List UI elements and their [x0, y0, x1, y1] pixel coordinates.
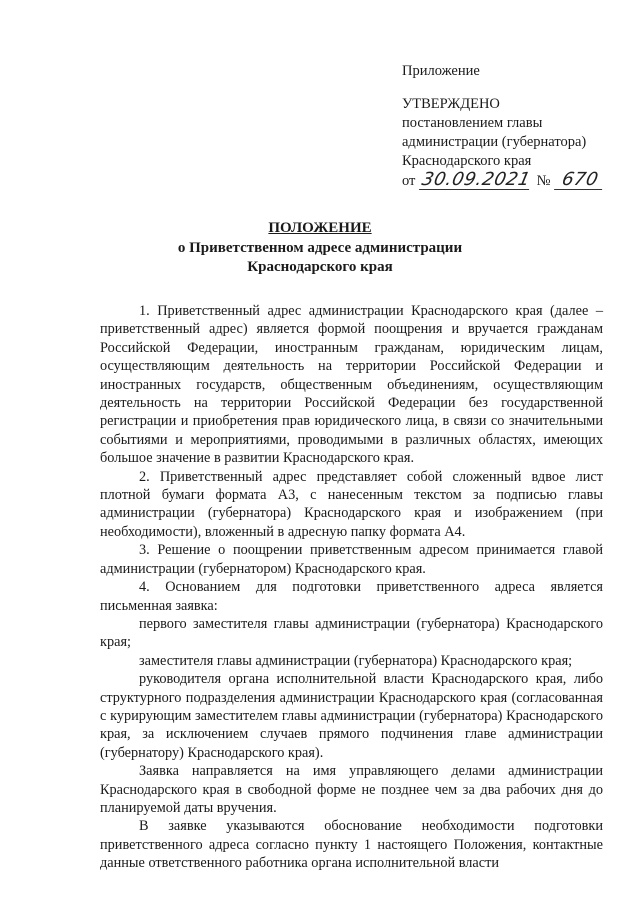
paragraph-request-contents: В заявке указываются обоснование необходимости подготовки приветственного адреса согласно пункту 1 настоящего Положения, контактные данные ответственного работника органа исполнительной власти [100, 818, 603, 872]
appendix-label: Приложение [402, 63, 480, 79]
paragraph-3: 3. Решение о поощрении приветственным адресом принимается главой администрации (губернатором) Краснодарского края. [100, 542, 603, 577]
list-item-deputy: заместителя главы администрации (губернатора) Краснодарского края; [139, 652, 573, 669]
title-line-2: о Приветственном адресе администрации [177, 240, 463, 256]
paragraph-request-addressing: Заявка направляется на имя управляющего делами администрации Краснодарского края в свободной форме не позднее чем за два рабочих дня до планируемой даты вручения. [100, 763, 603, 816]
title-line-3: Краснодарского края [247, 259, 393, 275]
paragraph-4: 4. Основанием для подготовки приветственного адреса является письменная заявка: [100, 579, 603, 614]
list-item-first-deputy: первого заместителя главы администрации (губернатора) Краснодарского края; [100, 615, 603, 651]
decree-date-number-line [402, 171, 632, 191]
handwritten-number: 670 [554, 171, 606, 190]
handwritten-date: 30.09.2021 [419, 169, 533, 190]
document-body [100, 302, 603, 873]
approved-stamp-title: УТВЕРЖДЕНО [402, 96, 500, 112]
paragraph-1: 1. Приветственный адрес администрации Краснодарского края (далее – приветственный адрес) является формой поощрения и вручается гражданам Российской Федерации, иностранным гражданам, юридическим лицам, осуществляющим деятельность на территории Российской Федерации и иностранных государств, общественным объединениям, осуществляющим деятельность на территории Российской Федерации без государственной регистрации и приобретения прав юридического лица, в связи со значительными событиями и мероприятиями, проводимыми в различных областях, имеющих большое значение в развитии Краснодарского края. [100, 303, 603, 467]
list-item-head: руководителя органа исполнительной власти Краснодарского края, либо структурного подразделения администрации Краснодарского края (согласованная с курирующим заместителем главы администрации (губернатора) Краснодарского края, за исключением случаев прямого подчинения главе администрации (губернатору) Краснодарского края). [100, 671, 603, 761]
paragraph-2: 2. Приветственный адрес представляет собой сложенный вдвое лист плотной бумаги формата А3, с нанесенным текстом за подписью главы администрации (губернатора) Краснодарского края и изображением (при необходимости), вложенный в адресную папку формата А4. [100, 468, 603, 540]
approval-line-3: Краснодарского края [402, 153, 532, 169]
approval-block [402, 62, 632, 191]
approval-line-2: администрации (губернатора) [402, 134, 587, 150]
title-main: ПОЛОЖЕНИЕ [268, 220, 372, 236]
number-sign: № [536, 173, 551, 189]
document-title [100, 219, 540, 277]
approval-line-1: постановлением главы [402, 115, 543, 131]
from-prefix: от [402, 173, 416, 189]
